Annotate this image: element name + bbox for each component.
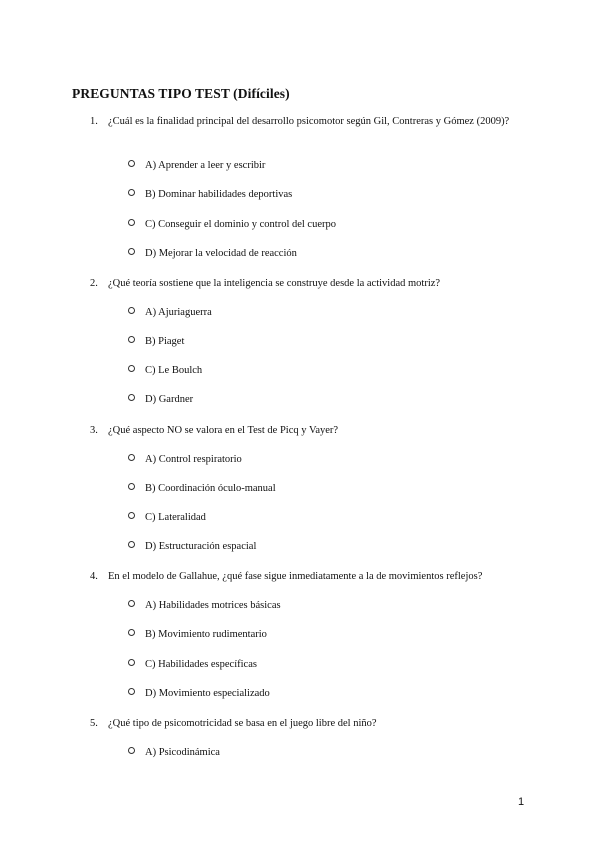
circle-bullet-icon — [128, 747, 135, 754]
option-2b: B) Piaget — [128, 335, 184, 349]
circle-bullet-icon — [128, 307, 135, 314]
question-number: 4. — [90, 571, 98, 582]
option-4a: A) Habilidades motrices básicas — [128, 599, 281, 613]
question-number: 2. — [90, 278, 98, 289]
option-1b: B) Dominar habilidades deportivas — [128, 188, 292, 202]
circle-bullet-icon — [128, 541, 135, 548]
option-4c: C) Habilidades específicas — [128, 658, 257, 672]
page-number: 1 — [518, 796, 525, 808]
option-4d: D) Movimiento especializado — [128, 687, 270, 701]
option-5a: A) Psicodinámica — [128, 746, 220, 760]
question-number: 1. — [90, 116, 98, 127]
circle-bullet-icon — [128, 394, 135, 401]
question-number: 5. — [90, 718, 98, 729]
question-3 — [90, 423, 520, 439]
option-3c: C) Lateralidad — [128, 511, 206, 525]
circle-bullet-icon — [128, 189, 135, 196]
circle-bullet-icon — [128, 629, 135, 636]
option-3b: B) Coordinación óculo-manual — [128, 482, 276, 496]
option-4b: B) Movimiento rudimentario — [128, 628, 267, 642]
circle-bullet-icon — [128, 600, 135, 607]
option-1d: D) Mejorar la velocidad de reacción — [128, 247, 297, 261]
page-title: PREGUNTAS TIPO TEST (Difíciles) — [72, 86, 290, 101]
option-1c: C) Conseguir el dominio y control del cuerpo — [128, 218, 336, 232]
question-1 — [90, 114, 520, 130]
circle-bullet-icon — [128, 512, 135, 519]
circle-bullet-icon — [128, 365, 135, 372]
question-text: ¿Qué tipo de psicomotricidad se basa en el juego libre del niño? — [108, 718, 377, 729]
circle-bullet-icon — [128, 160, 135, 167]
circle-bullet-icon — [128, 483, 135, 490]
question-4 — [90, 569, 520, 585]
question-text: En el modelo de Gallahue, ¿qué fase sigue inmediatamente a la de movimientos reflejos? — [108, 571, 483, 582]
option-1a: A) Aprender a leer y escribir — [128, 159, 265, 173]
question-text: ¿Qué teoría sostiene que la inteligencia se construye desde la actividad motriz? — [108, 278, 441, 289]
question-text: ¿Qué aspecto NO se valora en el Test de Picq y Vayer? — [108, 425, 339, 436]
circle-bullet-icon — [128, 659, 135, 666]
option-3a: A) Control respiratorio — [128, 453, 242, 467]
question-5 — [90, 716, 520, 732]
question-number: 3. — [90, 425, 98, 436]
circle-bullet-icon — [128, 336, 135, 343]
circle-bullet-icon — [128, 248, 135, 255]
circle-bullet-icon — [128, 219, 135, 226]
option-2d: D) Gardner — [128, 393, 193, 407]
circle-bullet-icon — [128, 688, 135, 695]
question-text: ¿Cuál es la finalidad principal del desarrollo psicomotor según Gil, Contreras y Gómez (2009)? — [108, 116, 510, 127]
circle-bullet-icon — [128, 454, 135, 461]
option-3d: D) Estructuración espacial — [128, 540, 256, 554]
option-2c: C) Le Boulch — [128, 364, 202, 378]
option-2a: A) Ajuriaguerra — [128, 306, 212, 320]
question-2 — [90, 276, 520, 292]
